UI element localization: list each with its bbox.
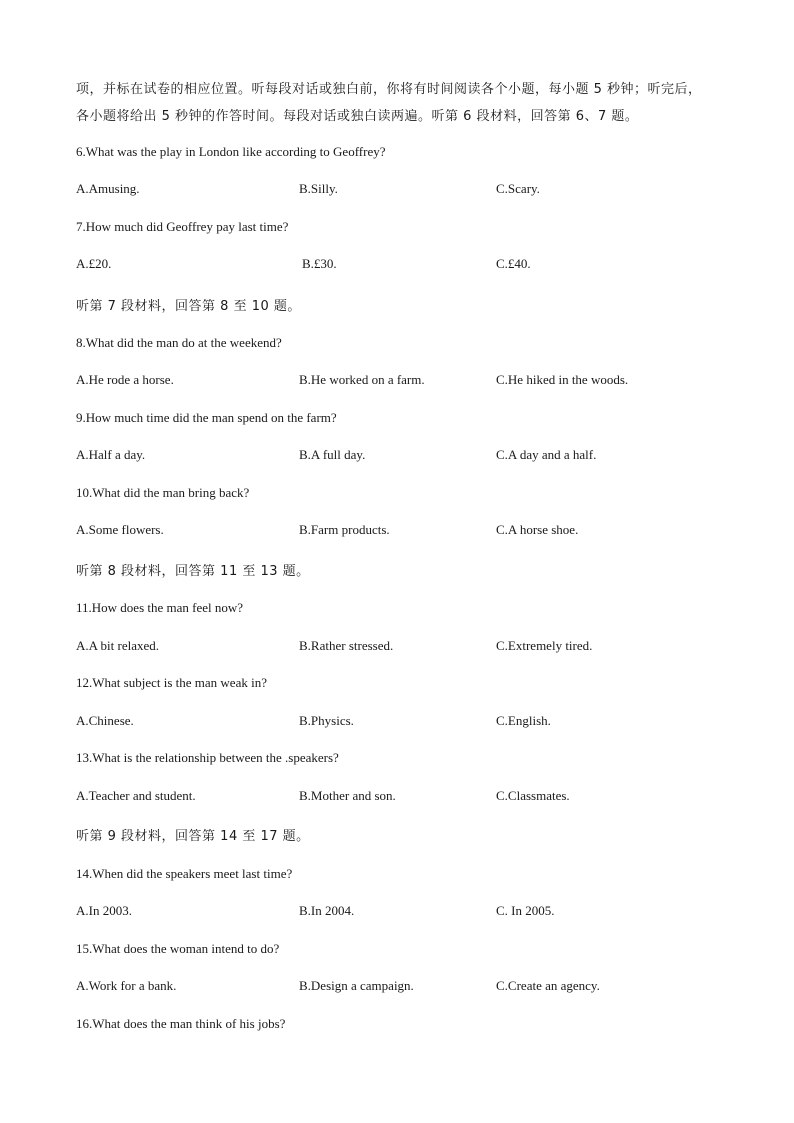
option-15b: B.Design a campaign. bbox=[299, 978, 414, 993]
options-7 bbox=[0, 256, 794, 274]
option-7a: A.£20. bbox=[76, 256, 112, 271]
options-10 bbox=[0, 522, 794, 540]
question-14: 14.When did the speakers meet last time? bbox=[76, 866, 293, 881]
option-10c: C.A horse shoe. bbox=[496, 522, 579, 537]
option-7b: B.£30. bbox=[302, 256, 337, 271]
option-12b: B.Physics. bbox=[299, 713, 354, 728]
options-8 bbox=[0, 372, 794, 390]
option-12c: C.English. bbox=[496, 713, 551, 728]
options-13 bbox=[0, 788, 794, 806]
option-11b: B.Rather stressed. bbox=[299, 638, 394, 653]
option-14c: C. In 2005. bbox=[496, 903, 555, 918]
intro-line-1: 项，并标在试卷的相应位置。听每段对话或独白前，你将有时间阅读各个小题，每小题 5 秒钟；听完后， bbox=[76, 82, 702, 97]
option-8b: B.He worked on a farm. bbox=[299, 372, 425, 387]
option-6a: A.Amusing. bbox=[76, 181, 140, 196]
option-9c: C.A day and a half. bbox=[496, 447, 597, 462]
option-9b: B.A full day. bbox=[299, 447, 366, 462]
options-14 bbox=[0, 903, 794, 921]
option-13b: B.Mother and son. bbox=[299, 788, 396, 803]
options-9 bbox=[0, 447, 794, 465]
option-14a: A.In 2003. bbox=[76, 903, 132, 918]
options-6 bbox=[0, 181, 794, 199]
option-6c: C.Scary. bbox=[496, 181, 540, 196]
question-13: 13.What is the relationship between the .speakers? bbox=[76, 750, 339, 765]
section-8-heading: 听第 8 段材料，回答第 11 至 13 题。 bbox=[76, 564, 310, 579]
option-11c: C.Extremely tired. bbox=[496, 638, 593, 653]
option-15a: A.Work for a bank. bbox=[76, 978, 177, 993]
option-15c: C.Create an agency. bbox=[496, 978, 600, 993]
question-6: 6.What was the play in London like according to Geoffrey? bbox=[76, 144, 386, 159]
option-13a: A.Teacher and student. bbox=[76, 788, 196, 803]
option-12a: A.Chinese. bbox=[76, 713, 134, 728]
question-12: 12.What subject is the man weak in? bbox=[76, 675, 267, 690]
question-7: 7.How much did Geoffrey pay last time? bbox=[76, 219, 289, 234]
options-12 bbox=[0, 713, 794, 731]
question-11: 11.How does the man feel now? bbox=[76, 600, 244, 615]
question-10: 10.What did the man bring back? bbox=[76, 485, 250, 500]
section-7-heading: 听第 7 段材料，回答第 8 至 10 题。 bbox=[76, 299, 301, 314]
option-10b: B.Farm products. bbox=[299, 522, 390, 537]
option-7c: C.£40. bbox=[496, 256, 531, 271]
question-9: 9.How much time did the man spend on the farm? bbox=[76, 410, 337, 425]
option-11a: A.A bit relaxed. bbox=[76, 638, 160, 653]
option-13c: C.Classmates. bbox=[496, 788, 570, 803]
option-6b: B.Silly. bbox=[299, 181, 338, 196]
question-16: 16.What does the man think of his jobs? bbox=[76, 1016, 286, 1031]
option-14b: B.In 2004. bbox=[299, 903, 355, 918]
question-15: 15.What does the woman intend to do? bbox=[76, 941, 280, 956]
option-9a: A.Half a day. bbox=[76, 447, 146, 462]
section-9-heading: 听第 9 段材料，回答第 14 至 17 题。 bbox=[76, 829, 310, 844]
option-10a: A.Some flowers. bbox=[76, 522, 164, 537]
option-8a: A.He rode a horse. bbox=[76, 372, 174, 387]
question-8: 8.What did the man do at the weekend? bbox=[76, 335, 282, 350]
options-15 bbox=[0, 978, 794, 996]
intro-line-2: 各小题将给出 5 秒钟的作答时间。每段对话或独白读两遍。听第 6 段材料，回答第 6、7 题。 bbox=[76, 109, 639, 124]
options-11 bbox=[0, 638, 794, 656]
option-8c: C.He hiked in the woods. bbox=[496, 372, 629, 387]
